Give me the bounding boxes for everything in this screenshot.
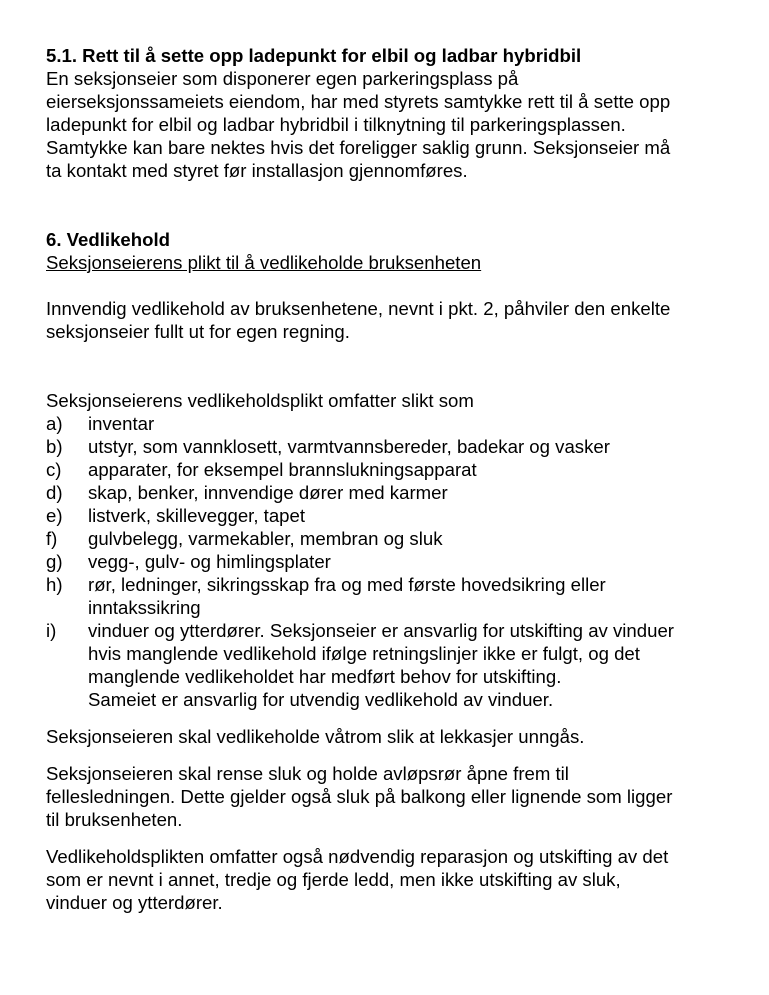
list-item-line: inventar	[88, 413, 155, 434]
list-item-line: apparater, for eksempel brannslukningsapparat	[88, 459, 477, 480]
section-6-intro	[46, 297, 736, 343]
list-marker: i)	[46, 620, 57, 641]
list-item-line: vinduer og ytterdører. Seksjonseier er ansvarlig for utskifting av vinduer	[88, 620, 674, 641]
list-marker: b)	[46, 436, 63, 457]
list-item-line: inntakssikring	[88, 597, 201, 618]
body-line: fellesledningen. Dette gjelder også sluk på balkong eller lignende som ligger	[46, 786, 673, 807]
paragraph	[46, 845, 736, 914]
list-item	[46, 573, 736, 619]
body-line: Innvendig vedlikehold av bruksenhetene, nevnt i pkt. 2, påhviler den enkelte	[46, 298, 671, 319]
section-5-1-heading: 5.1. Rett til å sette opp ladepunkt for elbil og ladbar hybridbil	[46, 45, 582, 66]
list-item	[46, 458, 736, 481]
body-line: Samtykke kan bare nektes hvis det foreligger saklig grunn. Seksjonseier må	[46, 137, 671, 158]
paragraph	[46, 762, 736, 831]
body-line: Seksjonseieren skal rense sluk og holde avløpsrør åpne frem til	[46, 763, 569, 784]
list-item-line: vegg-, gulv- og himlingsplater	[88, 551, 331, 572]
list-marker: a)	[46, 413, 63, 434]
list-item-line: manglende vedlikeholdet har medført behov for utskifting.	[88, 666, 562, 687]
list-marker: f)	[46, 528, 58, 549]
list-item	[46, 527, 736, 550]
list-marker: g)	[46, 551, 63, 572]
list-marker: c)	[46, 459, 62, 480]
list-marker: d)	[46, 482, 63, 503]
list-item	[46, 550, 736, 573]
body-line: eierseksjonssameiets eiendom, har med styrets samtykke rett til å sette opp	[46, 91, 671, 112]
body-line: ta kontakt med styret før installasjon gjennomføres.	[46, 160, 468, 181]
spacer	[46, 748, 736, 762]
spacer	[46, 343, 736, 389]
list-item-line: utstyr, som vannklosett, varmtvannsbereder, badekar og vasker	[88, 436, 610, 457]
list-intro: Seksjonseierens vedlikeholdsplikt omfatter slikt som	[46, 390, 474, 411]
section-6-heading: 6. Vedlikehold	[46, 229, 171, 250]
list-item	[46, 435, 736, 458]
list-item	[46, 619, 736, 711]
maintenance-list	[46, 412, 736, 711]
document-page	[46, 44, 736, 914]
list-item-line: rør, ledninger, sikringsskap fra og med første hovedsikring eller	[88, 574, 606, 595]
body-line: ladepunkt for elbil og ladbar hybridbil i tilknytning til parkeringsplassen.	[46, 114, 626, 135]
list-item-line: skap, benker, innvendige dører med karmer	[88, 482, 448, 503]
list-marker: h)	[46, 574, 63, 595]
list-item	[46, 504, 736, 527]
spacer	[46, 182, 736, 228]
list-item	[46, 481, 736, 504]
section-6-subheading: Seksjonseierens plikt til å vedlikeholde bruksenheten	[46, 252, 482, 273]
body-line: Seksjonseieren skal vedlikeholde våtrom slik at lekkasjer unngås.	[46, 726, 585, 747]
body-line: En seksjonseier som disponerer egen parkeringsplass på	[46, 68, 519, 89]
list-item-line: gulvbelegg, varmekabler, membran og sluk	[88, 528, 443, 549]
list-item-line: hvis manglende vedlikehold ifølge retningslinjer ikke er fulgt, og det	[88, 643, 640, 664]
paragraph	[46, 725, 736, 748]
body-line: Vedlikeholdsplikten omfatter også nødvendig reparasjon og utskifting av det	[46, 846, 669, 867]
list-item	[46, 412, 736, 435]
spacer	[46, 711, 736, 725]
body-line: til bruksenheten.	[46, 809, 183, 830]
list-item-line: listverk, skillevegger, tapet	[88, 505, 306, 526]
list-item-line: Sameiet er ansvarlig for utvendig vedlikehold av vinduer.	[88, 689, 554, 710]
body-line: vinduer og ytterdører.	[46, 892, 223, 913]
list-marker: e)	[46, 505, 63, 526]
section-5-1-body	[46, 67, 736, 182]
spacer	[46, 831, 736, 845]
body-line: som er nevnt i annet, tredje og fjerde ledd, men ikke utskifting av sluk,	[46, 869, 621, 890]
spacer	[46, 274, 736, 297]
body-line: seksjonseier fullt ut for egen regning.	[46, 321, 350, 342]
